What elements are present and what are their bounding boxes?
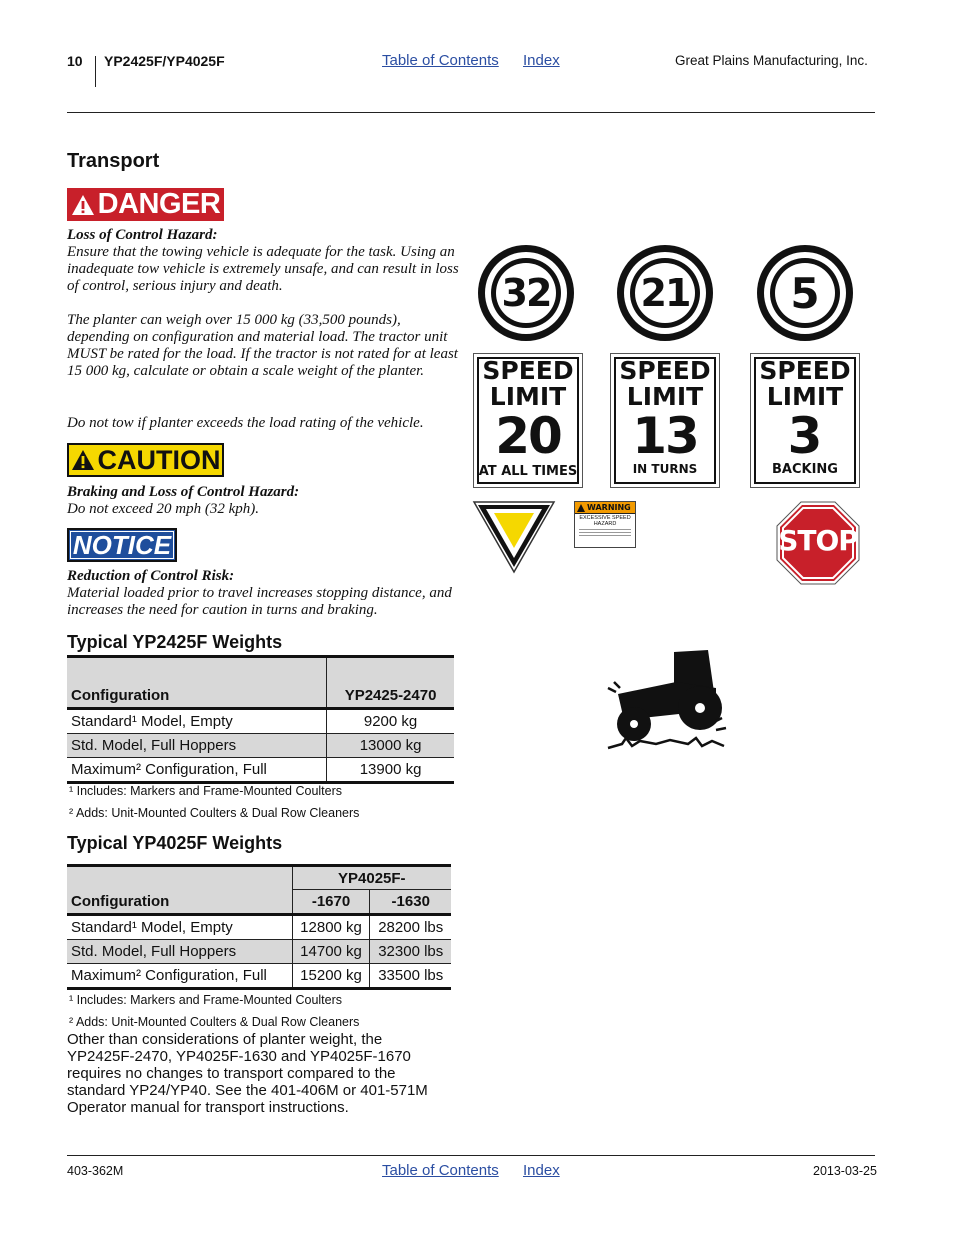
- table2-group-header: YP4025F-: [292, 867, 451, 890]
- caution-text: Do not exceed 20 mph (32 kph).: [67, 501, 260, 517]
- header-divider: [95, 56, 96, 87]
- speed-circle-5: 5: [757, 245, 853, 341]
- caution-label: CAUTION: [67, 443, 224, 477]
- table-row: Std. Model, Full Hoppers 14700 kg 32300 lbs: [67, 940, 451, 964]
- table-row: Maximum² Configuration, Full 15200 kg 33500 lbs: [67, 964, 451, 989]
- header-company: Great Plains Manufacturing, Inc.: [675, 53, 868, 68]
- footer-rule: [67, 1155, 875, 1156]
- table2-footnote-2: ² Adds: Unit-Mounted Coulters & Dual Row Cleaners: [69, 1015, 360, 1029]
- alert-triangle-icon: [71, 193, 95, 217]
- closing-paragraph: Other than considerations of planter weight, the YP2425F-2470, YP4025F-1630 and YP4025F-1670 requires no changes to transport compared to the standard YP24/YP40. See the 401-406M or 401-571M Operator manual for transport instructions.: [67, 1031, 428, 1116]
- speed-circle-21: 21: [617, 245, 713, 341]
- footer-date: 2013-03-25: [813, 1164, 877, 1178]
- table-row: Std. Model, Full Hoppers 13000 kg: [67, 734, 454, 758]
- header-rule: [67, 112, 875, 113]
- table-row: Standard¹ Model, Empty 9200 kg: [67, 709, 454, 734]
- danger-label: DANGER: [67, 188, 224, 221]
- table2-header-1630: -1630: [370, 890, 451, 915]
- table2-header-config: Configuration: [67, 867, 292, 915]
- tractor-bounce-icon: [604, 648, 730, 752]
- yield-sign-icon: [472, 500, 556, 574]
- notice-text: Material loaded prior to travel increases stopping distance, and increases the need for caution in turns and braking.: [67, 585, 452, 618]
- section-title: Transport: [67, 150, 160, 172]
- table1-footnote-2: ² Adds: Unit-Mounted Coulters & Dual Row Cleaners: [69, 806, 360, 820]
- notice-title: Reduction of Control Risk:: [67, 568, 235, 584]
- speed-circle-32: 32: [478, 245, 574, 341]
- table-row: Maximum² Configuration, Full 13900 kg: [67, 758, 454, 783]
- speed-limit-sign-13: SPEED LIMIT 13 IN TURNS: [610, 353, 720, 488]
- table2-header-1670: -1670: [292, 890, 370, 915]
- alert-triangle-icon: [71, 448, 95, 472]
- stop-sign-label: STOP: [778, 524, 858, 557]
- danger-title: Loss of Control Hazard:: [67, 227, 218, 243]
- table1: [67, 658, 454, 784]
- danger-paragraph-1: Ensure that the towing vehicle is adequate for the task. Using an inadequate tow vehicle is extremely unsafe, and can result in loss of control, serious injury and death.: [67, 244, 459, 294]
- table1-title: Typical YP2425F Weights: [67, 632, 283, 652]
- page-number: 10: [67, 53, 83, 69]
- footer-doc-number: 403-362M: [67, 1164, 124, 1178]
- header-index-link[interactable]: Index: [523, 52, 560, 69]
- alert-triangle-icon: [577, 504, 585, 512]
- warning-decal: WARNING EXCESSIVE SPEED HAZARD: [574, 501, 636, 548]
- footer-toc-link[interactable]: Table of Contents: [382, 1162, 499, 1179]
- table2: [67, 867, 451, 990]
- notice-label: NOTICE: [67, 528, 177, 562]
- speed-limit-sign-20: SPEED LIMIT 20 AT ALL TIMES: [473, 353, 583, 488]
- danger-paragraph-2: The planter can weigh over 15 000 kg (33,500 pounds), depending on configuration and material load. The tractor unit MUST be rated for the load. If the tractor is not rated for at least 15 000 kg, calculate or obtain a scale weight of the planter.: [67, 312, 458, 379]
- table-row: Standard¹ Model, Empty 12800 kg 28200 lbs: [67, 915, 451, 940]
- header-model: YP2425F/YP4025F: [104, 53, 225, 69]
- table2-footnote-1: ¹ Includes: Markers and Frame-Mounted Coulters: [69, 993, 343, 1007]
- speed-limit-sign-3: SPEED LIMIT 3 BACKING: [750, 353, 860, 488]
- table2-title: Typical YP4025F Weights: [67, 833, 283, 853]
- table1-header-model: YP2425-2470: [327, 658, 454, 709]
- table1-footnote-1: ¹ Includes: Markers and Frame-Mounted Coulters: [69, 784, 343, 798]
- danger-paragraph-3: Do not tow if planter exceeds the load rating of the vehicle.: [67, 415, 424, 431]
- table1-header-config: Configuration: [67, 658, 327, 709]
- caution-title: Braking and Loss of Control Hazard:: [67, 484, 300, 500]
- header-toc-link[interactable]: Table of Contents: [382, 52, 499, 69]
- footer-index-link[interactable]: Index: [523, 1162, 560, 1179]
